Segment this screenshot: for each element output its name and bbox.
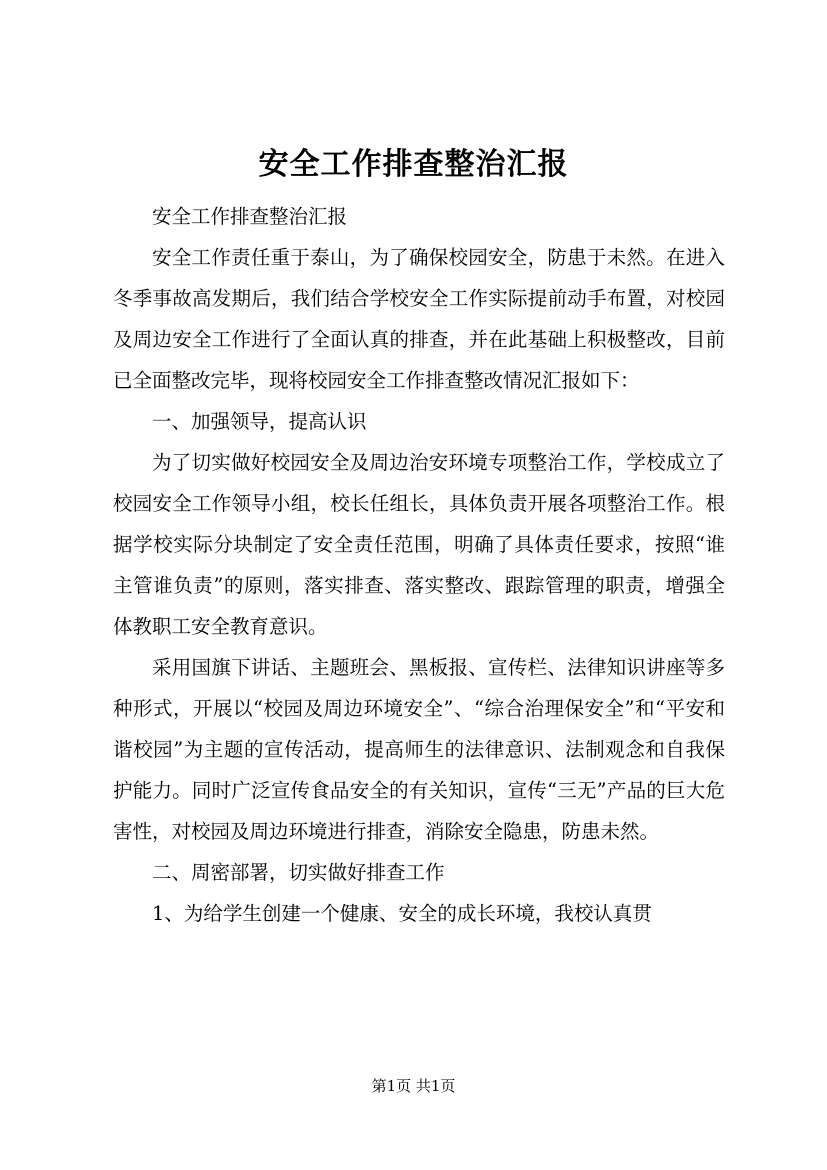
body-paragraph-intro: 安全工作责任重于泰山，为了确保校园安全，防患于未然。在进入冬季事故高发期后，我们结合学校安全工作实际提前动手布置，对校园及周边安全工作进行了全面认真的排查，并在此基础上积极整改，目前已全面整改完毕，现将校园安全工作排查整改情况汇报如下：	[113, 246, 725, 392]
body-paragraph-subtitle: 安全工作排查整治汇报	[152, 205, 348, 228]
document-title: 安全工作排查整治汇报	[258, 147, 569, 182]
body-paragraph: 为了切实做好校园安全及周边治安环境专项整治工作，学校成立了校园安全工作领导小组，校长任组长，具体负责开展各项整治工作。根据学校实际分块制定了安全责任范围，明确了具体责任要求，按照“谁主管谁负责”的原则，落实排查、落实整改、跟踪管理的职责，增强全体教职工安全教育意识。	[113, 451, 725, 638]
document-body	[113, 196, 725, 934]
section-heading-1: 一、加强领导，提高认识	[152, 410, 367, 433]
section-heading-2: 二、周密部署，切实做好排查工作	[152, 861, 445, 884]
body-paragraph: 1、为给学生创建一个健康、安全的成长环境，我校认真贯	[152, 902, 652, 925]
body-paragraph: 采用国旗下讲话、主题班会、黑板报、宣传栏、法律知识讲座等多种形式，开展以“校园及周边环境安全”、“综合治理保安全”和“平安和谐校园”为主题的宣传活动，提高师生的法律意识、法制观念和自我保护能力。同时广泛宣传食品安全的有关知识，宣传“三无”产品的巨大危害性，对校园及周边环境进行排查，消除安全隐患，防患未然。	[113, 656, 725, 843]
page-number-footer: 第1页 共1页	[371, 1077, 456, 1095]
